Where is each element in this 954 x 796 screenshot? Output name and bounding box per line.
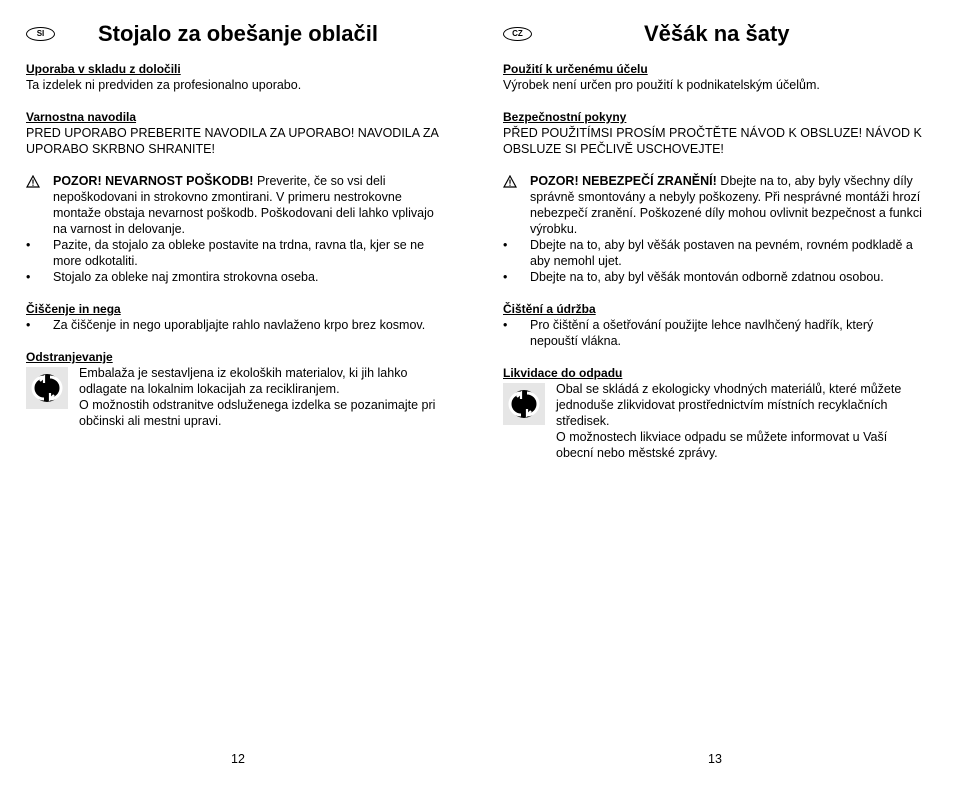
cleaning-section bbox=[503, 301, 923, 349]
section-heading: Bezpečnostní pokyny bbox=[503, 110, 627, 124]
section-heading: Uporaba v skladu z določili bbox=[26, 62, 181, 76]
intended-use-section bbox=[503, 61, 923, 93]
disposal-section bbox=[26, 349, 446, 429]
page-left bbox=[26, 0, 446, 796]
warning-triangle-icon bbox=[26, 173, 53, 237]
disposal-text bbox=[79, 365, 446, 429]
language-badge: SI bbox=[26, 27, 55, 41]
section-text: PRED UPORABO PREBERITE NAVODILA ZA UPORABO! NAVODILA ZA UPORABO SKRBNO SHRANITE! bbox=[26, 126, 439, 156]
bullet-marker: • bbox=[26, 318, 31, 332]
warnings-section bbox=[503, 173, 923, 285]
warning-item bbox=[26, 173, 446, 237]
page-right bbox=[503, 0, 923, 796]
safety-section bbox=[503, 109, 923, 157]
warning-strong: POZOR! NEVARNOST POŠKODB! bbox=[53, 174, 254, 188]
page-content bbox=[26, 61, 446, 445]
disposal-product-text: O možnostech likviace odpadu se můžete informovat u Vaší obecní nebo městské zprávy. bbox=[556, 430, 888, 460]
section-heading: Varnostna navodila bbox=[26, 110, 137, 124]
language-badge: CZ bbox=[503, 27, 532, 41]
page-content bbox=[503, 61, 923, 477]
warning-body: Preverite, če so vsi deli nepoškodovani in strokovno zmontirani. V primeru nestrokovne montaže obstaja nevarnost poškodb. Poškodovani deli lahko vplivajo na varnost in delovanje. bbox=[53, 174, 434, 236]
warning-triangle-icon bbox=[503, 173, 530, 237]
warning-strong: POZOR! NEBEZPEČÍ ZRANĚNÍ! bbox=[530, 174, 717, 188]
list-item bbox=[503, 269, 923, 285]
page-number: 12 bbox=[231, 752, 245, 766]
green-dot-recycle-icon bbox=[503, 383, 545, 425]
section-heading: Použití k určenému účelu bbox=[503, 62, 648, 76]
page-title: Stojalo za obešanje oblačil bbox=[98, 21, 378, 46]
section-text: Výrobek není určen pro použití k podnikatelským účelům. bbox=[503, 78, 820, 92]
disposal-row bbox=[503, 381, 923, 461]
list-item bbox=[26, 269, 446, 285]
intended-use-section bbox=[26, 61, 446, 93]
section-text: PŘED POUŽITÍMSI PROSÍM PROČTĚTE NÁVOD K OBSLUZE! NÁVOD K OBSLUZE SI PEČLIVĚ USCHOVEJTE! bbox=[503, 126, 922, 156]
list-item-text: Pro čištění a ošetřování použijte lehce navlhčený hadřík, který nepouští vlákna. bbox=[530, 318, 874, 348]
warning-item bbox=[503, 173, 923, 237]
list-item-text: Pazite, da stojalo za obleke postavite na trdna, ravna tla, kjer se ne more odkotaliti. bbox=[53, 238, 425, 268]
disposal-packaging-text: Obal se skládá z ekologicky vhodných materiálů, které můžete jednoduše zlikvidovat prostřednictvím místních recyklačních středisek. bbox=[556, 382, 902, 428]
section-heading: Čiščenje in nega bbox=[26, 302, 121, 316]
section-text: Ta izdelek ni predviden za profesionalno uporabo. bbox=[26, 78, 302, 92]
list-item bbox=[26, 317, 446, 333]
bullet-marker: • bbox=[503, 270, 508, 284]
page-number: 13 bbox=[708, 752, 722, 766]
bullet-marker: • bbox=[26, 270, 31, 284]
list-item-text: Dbejte na to, aby byl věšák montován odborně zdatnou osobou. bbox=[530, 270, 884, 284]
warning-text bbox=[53, 173, 446, 237]
list-item-text: Stojalo za obleke naj zmontira strokovna oseba. bbox=[53, 270, 319, 284]
disposal-packaging-text: Embalaža je sestavljena iz ekoloških materialov, ki jih lahko odlagate na lokalnim lokacijah za recikliranjem. bbox=[79, 366, 408, 396]
warnings-section bbox=[26, 173, 446, 285]
disposal-section bbox=[503, 365, 923, 461]
warning-body: Dbejte na to, aby byly všechny díly správně smontovány a nebyly poškozeny. Při nesprávné montáži hrozí nebezpečí zranění. Poškozené díly mohou ovlivnit bezpečnost a funkci výrobku. bbox=[530, 174, 922, 236]
page-title: Věšák na šaty bbox=[644, 21, 790, 46]
list-item bbox=[26, 237, 446, 269]
section-heading: Likvidace do odpadu bbox=[503, 366, 623, 380]
list-item bbox=[503, 317, 923, 349]
list-item-text: Za čiščenje in nego uporabljajte rahlo navlaženo krpo brez kosmov. bbox=[53, 318, 426, 332]
safety-section bbox=[26, 109, 446, 157]
disposal-text bbox=[556, 381, 923, 461]
warning-text bbox=[530, 173, 923, 237]
section-heading: Odstranjevanje bbox=[26, 350, 113, 364]
list-item-text: Dbejte na to, aby byl věšák postaven na pevném, rovném podkladě a aby nemohl ujet. bbox=[530, 238, 913, 268]
disposal-row bbox=[26, 365, 446, 429]
section-heading: Čištění a údržba bbox=[503, 302, 596, 316]
list-item bbox=[503, 237, 923, 269]
green-dot-recycle-icon bbox=[26, 367, 68, 409]
bullet-marker: • bbox=[26, 238, 31, 252]
disposal-product-text: O možnostih odstranitve odsluženega izdelka se pozanimajte pri občinski ali mestni upravi. bbox=[79, 398, 436, 428]
bullet-marker: • bbox=[503, 318, 508, 332]
cleaning-section bbox=[26, 301, 446, 333]
bullet-marker: • bbox=[503, 238, 508, 252]
